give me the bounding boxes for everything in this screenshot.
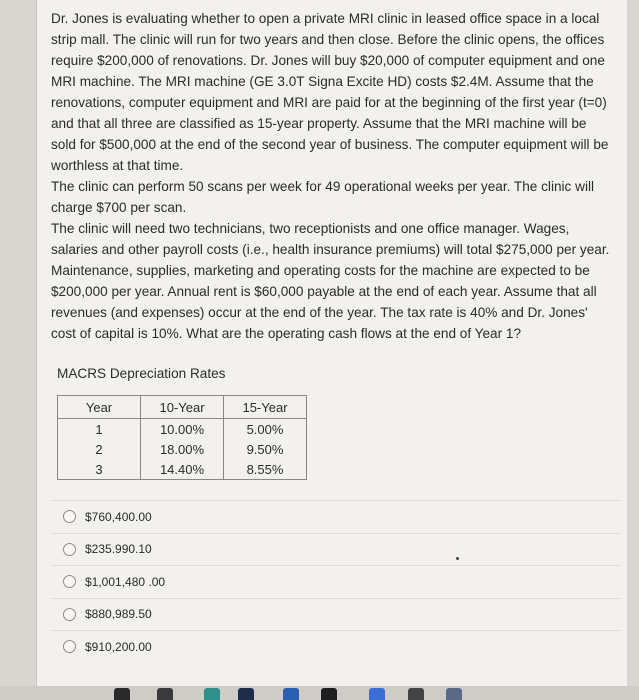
dock-app-icon[interactable] (369, 688, 385, 700)
dock-app-icon[interactable] (114, 688, 130, 700)
radio-button[interactable] (63, 510, 76, 523)
table-cell: 5.00% (224, 419, 307, 440)
answer-option-5[interactable] (51, 630, 621, 663)
taskbar-strip (0, 686, 639, 700)
dock-app-icon[interactable] (446, 688, 462, 700)
answer-option-2[interactable] (51, 533, 621, 566)
answer-options (51, 500, 621, 663)
column-header-year: Year (58, 396, 141, 419)
question-text (51, 8, 611, 344)
dock-app-icon[interactable] (283, 688, 299, 700)
question-page (36, 0, 627, 686)
table-row (58, 419, 307, 440)
answer-label: $1,001,480 .00 (85, 574, 166, 589)
dock-app-icon[interactable] (321, 688, 337, 700)
dock-app-icon[interactable] (157, 688, 173, 700)
answer-label: $880,989.50 (85, 607, 152, 622)
macrs-table-title: MACRS Depreciation Rates (57, 366, 226, 381)
dock-app-icon[interactable] (408, 688, 424, 700)
question-paragraph: The clinic will need two technicians, two receptionists and one office manager. Wages, salaries and other payroll costs (i.e., health insurance premiums) will total $275,000 per year. Maintenance, supplies, marketing and operating costs for the machine are expected to be $200,000 per year. Annual rent is $60,000 payable at the end of each year. Assume that all revenues (and expenses) occur at the end of the year. The tax rate is 40% and Dr. Jones' cost of capital is 10%. What are the operating cash flows at the end of Year 1? (51, 221, 610, 341)
table-cell: 8.55% (224, 459, 307, 480)
column-header-15-year: 15-Year (224, 396, 307, 419)
table-header-row (58, 396, 307, 419)
table-cell: 18.00% (141, 439, 224, 459)
radio-button[interactable] (63, 608, 76, 621)
answer-option-4[interactable] (51, 598, 621, 631)
table-cell: 2 (58, 439, 141, 459)
table-cell: 9.50% (224, 439, 307, 459)
dock-app-icon[interactable] (204, 688, 220, 700)
macrs-table (57, 395, 307, 480)
question-paragraph: The clinic can perform 50 scans per week for 49 operational weeks per year. The clinic will charge $700 per scan. (51, 179, 594, 215)
table-cell: 3 (58, 459, 141, 480)
answer-label: $235.990.10 (85, 542, 152, 557)
table-cell: 1 (58, 419, 141, 440)
radio-button[interactable] (63, 640, 76, 653)
answer-option-1[interactable] (51, 500, 621, 533)
question-paragraph: Dr. Jones is evaluating whether to open a private MRI clinic in leased office space in a local strip mall. The clinic will run for two years and then close. Before the clinic opens, the offices require $200,000 of renovations. Dr. Jones will buy $20,000 of computer equipment and one MRI machine. The MRI machine (GE 3.0T Signa Excite HD) costs $2.4M. Assume that the renovations, computer equipment and MRI are paid for at the beginning of the first year (t=0) and that all three are classified as 15-year property. Assume that the MRI machine will be sold for $500,000 at the end of the second year of business. The computer equipment will be worthless at that time. (51, 11, 609, 173)
table-row (58, 439, 307, 459)
column-header-10-year: 10-Year (141, 396, 224, 419)
radio-button[interactable] (63, 543, 76, 556)
dock-app-icon[interactable] (238, 688, 254, 700)
cursor-dot (456, 557, 459, 560)
table-row (58, 459, 307, 480)
table-cell: 14.40% (141, 459, 224, 480)
answer-option-3[interactable] (51, 565, 621, 598)
answer-label: $910,200.00 (85, 639, 152, 654)
table-cell: 10.00% (141, 419, 224, 440)
radio-button[interactable] (63, 575, 76, 588)
answer-label: $760,400.00 (85, 509, 152, 524)
